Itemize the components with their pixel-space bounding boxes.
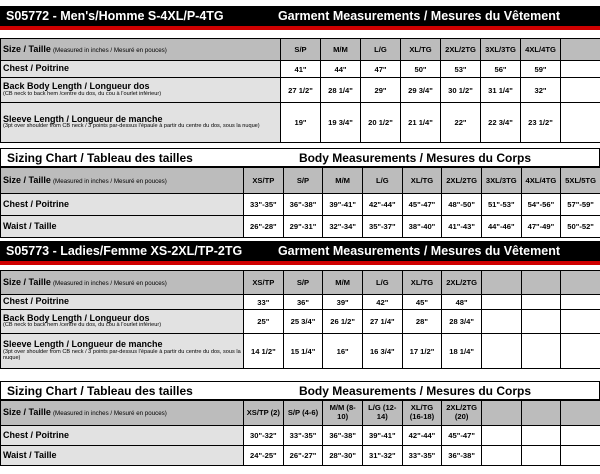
measurement-label: Back Body Length / Longueur dos <box>3 81 150 92</box>
measurement-value-cell <box>561 295 600 310</box>
ladies-garment-table <box>0 270 600 369</box>
men-garment-red-divider <box>0 26 600 30</box>
measurement-value-cell: 16 3/4" <box>362 334 402 369</box>
measurement-value-cell: 27 1/4" <box>362 310 402 334</box>
measurement-value-cell <box>521 446 561 466</box>
measurement-value-cell: 48" <box>442 295 482 310</box>
size-header-label-cell <box>1 401 244 426</box>
measurement-note: (3pt over shoulder from CB neck / 3 points par-dessus l'épaule à partir du centre du dos, sous la nuque) <box>3 123 260 130</box>
size-header-cell: L/G <box>361 39 401 61</box>
ladies-body-table <box>0 400 600 466</box>
measurement-label-cell <box>1 61 281 78</box>
measurement-row <box>1 426 600 446</box>
measurement-value-cell: 39" <box>323 295 363 310</box>
measurement-value-cell: 20 1/2" <box>361 103 401 143</box>
ladies-body-subtitle: Body Measurements / Mesures du Corps <box>298 383 531 398</box>
measurement-value-cell: 42"-44" <box>362 194 402 216</box>
measurement-value-cell <box>561 446 600 466</box>
measurement-note: (CB neck to back hem /centre du dos, du cou à l'ourlet inférieur) <box>3 90 162 97</box>
measurement-value-cell: 29 3/4" <box>401 78 441 103</box>
men-garment-title: S05772 - Men's/Homme S-4XL/P-4TG <box>6 9 224 23</box>
measurement-value-cell: 19 3/4" <box>321 103 361 143</box>
ladies-body-title: Sizing Chart / Tableau des tailles <box>7 383 193 398</box>
measurement-value-cell: 29"-31" <box>283 216 323 238</box>
size-header-cell: XS/TP <box>244 168 284 194</box>
measurement-label-cell <box>1 78 281 103</box>
size-header-row <box>1 39 600 61</box>
measurement-value-cell <box>561 61 600 78</box>
measurement-value-cell: 17 1/2" <box>402 334 442 369</box>
measurement-unit-note: (Measured in inches / Mesuré en pouces) <box>52 46 167 54</box>
measurement-value-cell <box>561 78 600 103</box>
measurement-value-cell: 33"-35" <box>283 426 323 446</box>
measurement-row <box>1 295 600 310</box>
measurement-row <box>1 78 600 103</box>
size-header-label-cell <box>1 39 281 61</box>
size-header-cell <box>481 271 521 295</box>
measurement-value-cell: 27 1/2" <box>281 78 321 103</box>
size-header-label: Size / Taille <box>3 407 51 418</box>
ladies-garment-title-bar <box>0 241 600 261</box>
measurement-unit-note: (Measured in inches / Mesuré en pouces) <box>52 177 167 185</box>
measurement-row <box>1 61 600 78</box>
measurement-value-cell: 41" <box>281 61 321 78</box>
measurement-value-cell: 31"-32" <box>362 446 402 466</box>
measurement-value-cell: 57"-59" <box>561 194 600 216</box>
measurement-value-cell: 50"-52" <box>561 216 600 238</box>
measurement-label: Chest / Poitrine <box>3 429 70 440</box>
measurement-label: Sleeve Length / Longueur de manche <box>3 113 163 124</box>
measurement-value-cell: 42"-44" <box>402 426 442 446</box>
measurement-value-cell: 45"-47" <box>402 194 442 216</box>
ladies-garment-red-divider <box>0 261 600 265</box>
measurement-value-cell: 22 3/4" <box>481 103 521 143</box>
measurement-label-cell <box>1 194 244 216</box>
measurement-row <box>1 103 600 143</box>
measurement-value-cell: 21 1/4" <box>401 103 441 143</box>
measurement-unit-note: (Measured in inches / Mesuré en pouces) <box>52 410 167 418</box>
measurement-value-cell: 36"-38" <box>323 426 363 446</box>
measurement-value-cell: 51"-53" <box>481 194 521 216</box>
measurement-label-cell <box>1 216 244 238</box>
measurement-label-cell <box>1 295 244 310</box>
size-header-cell: M/M <box>323 168 363 194</box>
measurement-value-cell <box>561 426 600 446</box>
measurement-value-cell: 32"-34" <box>323 216 363 238</box>
men-garment-title-bar <box>0 6 600 26</box>
measurement-value-cell: 15 1/4" <box>283 334 323 369</box>
measurement-value-cell: 25" <box>244 310 284 334</box>
size-header-cell: L/G <box>362 168 402 194</box>
measurement-value-cell <box>521 310 561 334</box>
measurement-row <box>1 310 600 334</box>
measurement-label: Sleeve Length / Longueur de manche <box>3 339 163 350</box>
men-body-subtitle: Body Measurements / Mesures du Corps <box>298 150 531 165</box>
measurement-value-cell: 33" <box>244 295 284 310</box>
men-body-title-bar <box>0 148 600 167</box>
size-header-cell: L/G <box>362 271 402 295</box>
size-header-cell: 2XL/2TG (20) <box>442 401 482 426</box>
measurement-value-cell <box>481 295 521 310</box>
measurement-value-cell: 28 1/4" <box>321 78 361 103</box>
measurement-value-cell: 45" <box>402 295 442 310</box>
size-header-cell: S/P <box>283 271 323 295</box>
size-header-label-cell <box>1 168 244 194</box>
size-header-cell <box>561 401 600 426</box>
measurement-value-cell: 45"-47" <box>442 426 482 446</box>
measurement-label-cell <box>1 310 244 334</box>
measurement-value-cell: 44" <box>321 61 361 78</box>
measurement-value-cell: 31 1/4" <box>481 78 521 103</box>
size-header-cell <box>561 39 600 61</box>
measurement-label: Back Body Length / Longueur dos <box>3 312 150 323</box>
measurement-row <box>1 194 600 216</box>
measurement-value-cell: 35"-37" <box>362 216 402 238</box>
size-header-cell: XL/TG <box>401 39 441 61</box>
size-header-cell: 4XL/4TG <box>521 39 561 61</box>
ladies-garment-subtitle: Garment Measurements / Mesures du Vêtement <box>277 244 560 258</box>
measurement-value-cell <box>561 334 600 369</box>
measurement-unit-note: (Measured in inches / Mesuré en pouces) <box>52 279 167 287</box>
size-header-cell: M/M (8-10) <box>323 401 363 426</box>
measurement-value-cell: 36"-38" <box>442 446 482 466</box>
measurement-label-cell <box>1 334 244 369</box>
size-header-row <box>1 168 600 194</box>
size-header-label: Size / Taille <box>3 276 51 287</box>
size-header-cell: 5XL/5TG <box>561 168 600 194</box>
size-header-cell <box>521 271 561 295</box>
measurement-value-cell: 54"-56" <box>521 194 561 216</box>
men-body-table <box>0 167 600 238</box>
measurement-value-cell: 56" <box>481 61 521 78</box>
measurement-value-cell: 30"-32" <box>244 426 284 446</box>
measurement-value-cell: 41"-43" <box>442 216 482 238</box>
measurement-label: Chest / Poitrine <box>3 296 70 307</box>
size-header-cell: XL/TG (16-18) <box>402 401 442 426</box>
measurement-value-cell: 47" <box>361 61 401 78</box>
size-header-label: Size / Taille <box>3 43 51 54</box>
measurement-value-cell: 26"-27" <box>283 446 323 466</box>
size-header-cell: XL/TG <box>402 168 442 194</box>
measurement-value-cell <box>481 334 521 369</box>
measurement-value-cell: 28"-30" <box>323 446 363 466</box>
ladies-body-title-bar <box>0 381 600 400</box>
size-header-label-cell <box>1 271 244 295</box>
size-header-cell: S/P <box>283 168 323 194</box>
size-header-cell: 3XL/3TG <box>481 39 521 61</box>
size-header-cell: L/G (12-14) <box>362 401 402 426</box>
measurement-value-cell: 22" <box>441 103 481 143</box>
measurement-value-cell: 33"-35" <box>244 194 284 216</box>
measurement-value-cell: 25 3/4" <box>283 310 323 334</box>
size-header-cell: M/M <box>321 39 361 61</box>
size-header-cell <box>521 401 561 426</box>
measurement-value-cell: 42" <box>362 295 402 310</box>
ladies-garment-title: S05773 - Ladies/Femme XS-2XL/TP-2TG <box>6 244 243 258</box>
measurement-label-cell <box>1 446 244 466</box>
measurement-label: Chest / Poitrine <box>3 63 70 74</box>
measurement-row <box>1 334 600 369</box>
measurement-value-cell: 16" <box>323 334 363 369</box>
measurement-row <box>1 446 600 466</box>
size-header-cell <box>481 401 521 426</box>
measurement-value-cell: 53" <box>441 61 481 78</box>
measurement-value-cell: 14 1/2" <box>244 334 284 369</box>
measurement-value-cell <box>481 446 521 466</box>
size-header-label: Size / Taille <box>3 174 51 185</box>
measurement-value-cell: 23 1/2" <box>521 103 561 143</box>
size-header-cell: S/P <box>281 39 321 61</box>
measurement-value-cell: 28 3/4" <box>442 310 482 334</box>
measurement-row <box>1 216 600 238</box>
size-header-cell <box>561 271 600 295</box>
size-header-cell: XS/TP (2) <box>244 401 284 426</box>
measurement-value-cell: 39"-41" <box>323 194 363 216</box>
measurement-value-cell: 36" <box>283 295 323 310</box>
size-header-cell: 2XL/2TG <box>441 39 481 61</box>
measurement-value-cell <box>521 334 561 369</box>
men-body-title: Sizing Chart / Tableau des tailles <box>7 150 193 165</box>
size-header-cell: S/P (4-6) <box>283 401 323 426</box>
measurement-value-cell: 38"-40" <box>402 216 442 238</box>
measurement-value-cell: 36"-38" <box>283 194 323 216</box>
measurement-value-cell: 19" <box>281 103 321 143</box>
measurement-label-cell <box>1 426 244 446</box>
measurement-value-cell: 39"-41" <box>362 426 402 446</box>
size-header-cell: 2XL/2TG <box>442 271 482 295</box>
size-header-cell: 2XL/2TG <box>442 168 482 194</box>
measurement-note: (CB neck to back hem /centre du dos, du cou à l'ourlet inférieur) <box>3 322 162 329</box>
size-header-cell: M/M <box>323 271 363 295</box>
size-header-cell: XS/TP <box>244 271 284 295</box>
measurement-value-cell <box>521 426 561 446</box>
measurement-note: (3pt over shoulder from CB neck / 3 points par-dessus l'épaule à partir du centre du dos, sous la nuque) <box>3 348 241 361</box>
size-header-row <box>1 271 600 295</box>
size-header-cell: XL/TG <box>402 271 442 295</box>
men-garment-subtitle: Garment Measurements / Mesures du Vêtement <box>277 9 560 23</box>
measurement-value-cell <box>481 310 521 334</box>
measurement-value-cell: 32" <box>521 78 561 103</box>
measurement-value-cell: 28" <box>402 310 442 334</box>
measurement-value-cell: 18 1/4" <box>442 334 482 369</box>
measurement-value-cell: 47"-49" <box>521 216 561 238</box>
measurement-value-cell <box>481 426 521 446</box>
size-header-row <box>1 401 600 426</box>
measurement-value-cell: 33"-35" <box>402 446 442 466</box>
size-header-cell: 3XL/3TG <box>481 168 521 194</box>
measurement-value-cell: 30 1/2" <box>441 78 481 103</box>
measurement-value-cell: 50" <box>401 61 441 78</box>
measurement-value-cell: 44"-46" <box>481 216 521 238</box>
measurement-value-cell <box>561 310 600 334</box>
size-header-cell: 4XL/4TG <box>521 168 561 194</box>
measurement-value-cell <box>521 295 561 310</box>
measurement-label: Waist / Taille <box>3 449 57 460</box>
measurement-label: Chest / Poitrine <box>3 198 70 209</box>
measurement-value-cell <box>561 103 600 143</box>
measurement-value-cell: 24"-25" <box>244 446 284 466</box>
measurement-value-cell: 29" <box>361 78 401 103</box>
measurement-value-cell: 59" <box>521 61 561 78</box>
measurement-value-cell: 26"-28" <box>244 216 284 238</box>
measurement-label: Waist / Taille <box>3 220 57 231</box>
measurement-label-cell <box>1 103 281 143</box>
measurement-value-cell: 48"-50" <box>442 194 482 216</box>
measurement-value-cell: 26 1/2" <box>323 310 363 334</box>
men-garment-table <box>0 38 600 143</box>
